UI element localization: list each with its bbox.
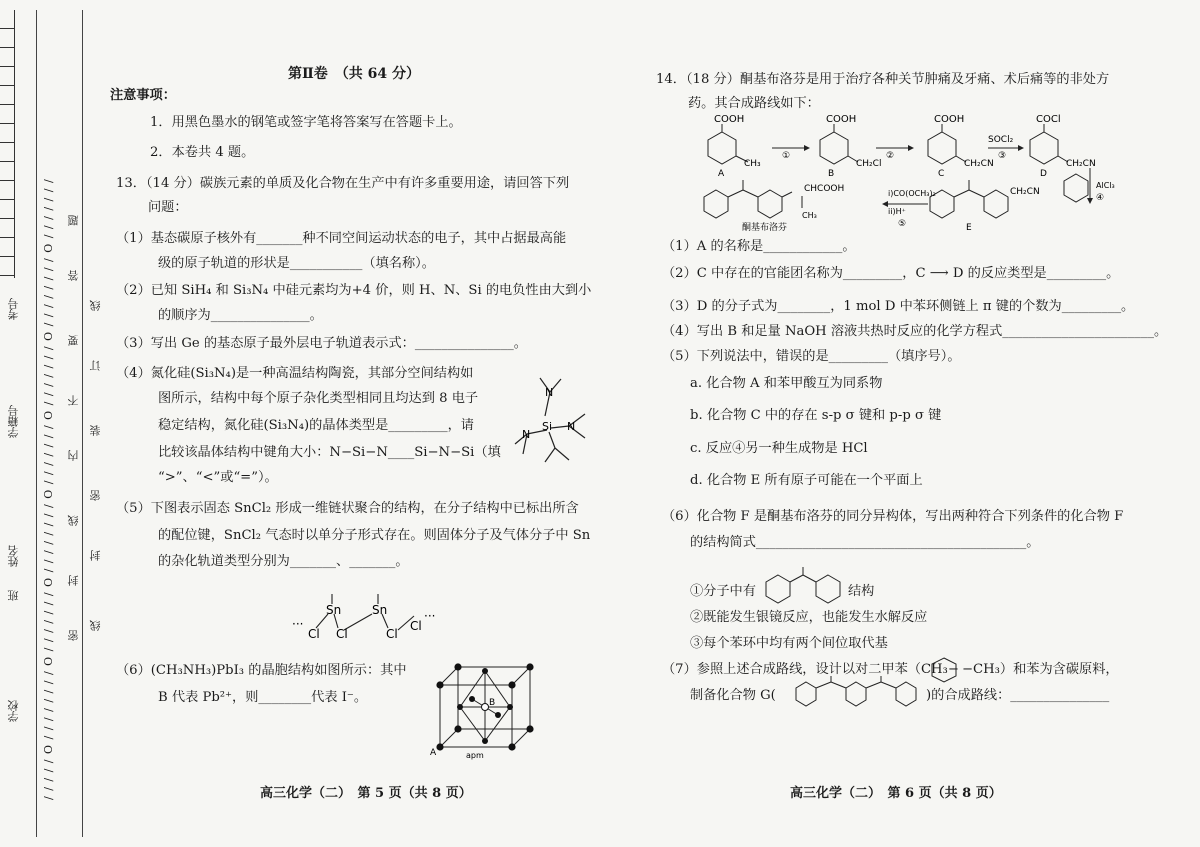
- q14-condition: 结构: [848, 584, 875, 599]
- left-page: [110, 0, 610, 847]
- scheme-group: CH₂CN: [964, 159, 994, 169]
- q13-part4: “>”、“<”或“=”）。: [158, 470, 278, 485]
- reagent: i)CO(OCH₃)₂: [888, 189, 936, 198]
- atom-label: Sn: [326, 603, 342, 617]
- atom-label: Cl: [336, 627, 348, 641]
- scheme-group: CHCOOH: [804, 184, 845, 194]
- scheme-group: COOH: [714, 114, 745, 125]
- atom-label: Cl: [410, 619, 422, 633]
- page-footer: 高三化学（二） 第 5 页（共 8 页）: [260, 786, 472, 801]
- q13-part3: （3）写出 Ge 的基态原子最外层电子轨道表示式：_______________。: [116, 336, 527, 351]
- seal-dash-column: / / / / / O / / / / / / / / O / / / / / / / O / / / / / / / / O / / / / / / / O / / / / / / / O / / / / / / / / O / / / / / / /: [42, 178, 55, 800]
- rule-char: 封: [89, 550, 102, 561]
- synthesis-scheme: [692, 110, 1115, 235]
- reagent: ii)H⁺: [888, 207, 906, 216]
- seal-mark: 密: [67, 630, 80, 641]
- q13-part4: 比较该晶体结构中键角大小：N−Si−N____Si−N−Si（填: [158, 445, 501, 460]
- compound-label: B: [828, 169, 835, 179]
- q14-part4: （4）写出 B 和足量 NaOH 溶液共热时反应的化学方程式_______________________。: [662, 324, 1168, 339]
- q14-part7: 制备化合物 G(: [690, 688, 776, 703]
- q13-part1: 级的原子轨道的形状是___________（填名称）。: [158, 256, 435, 271]
- q13-part5: 的配位键，SnCl₂ 气态时以单分子形式存在。则固体分子及气体分子中 Sn: [158, 528, 591, 543]
- field-exam-no: 考号: [7, 298, 20, 320]
- q13-part4: （4）氮化硅(Si₃N₄)是一种高温结构陶瓷，其部分空间结构如: [116, 366, 474, 381]
- rule-char: 线: [89, 620, 102, 631]
- q14-option: a. 化合物 A 和苯甲酸互为同系物: [690, 376, 883, 391]
- scheme-group: CH₂Cl: [856, 159, 882, 169]
- seal-mark: 答: [67, 270, 80, 281]
- sncl2-chain-figure: [290, 590, 450, 645]
- q14-condition: ②既能发生银镜反应，也能发生水解反应: [690, 610, 928, 625]
- q14-part7: （7）参照上述合成路线，设计以对二甲苯（CH₃−: [662, 662, 959, 677]
- scheme-group: CH₂CN: [1066, 159, 1096, 169]
- q13-part6: B 代表 Pb²⁺，则________代表 I⁻。: [158, 690, 368, 705]
- si-n-structure-figure: [505, 372, 600, 467]
- q14-part6: （6）化合物 F 是酮基布洛芬的同分异构体，写出两种符合下列条件的化合物 F: [662, 509, 1124, 524]
- field-student-id: 学籍号: [7, 405, 20, 438]
- scheme-group: COOH: [934, 114, 965, 125]
- rule-char: 装: [89, 425, 102, 436]
- perovskite-cell-figure: [430, 655, 540, 760]
- seal-mark: 线: [67, 515, 80, 526]
- right-page: [652, 0, 1172, 847]
- rule-char: 线: [89, 300, 102, 311]
- step-number: ④: [1096, 193, 1105, 203]
- cell-label: A: [430, 748, 437, 758]
- atom-label: Cl: [308, 627, 320, 641]
- q14-condition: ①分子中有: [690, 584, 756, 599]
- q14-part7: −CH₃）和苯为含碳原料，: [962, 662, 1119, 677]
- cell-label: apm: [466, 751, 484, 760]
- seal-mark: 内: [67, 450, 80, 461]
- q14-condition: ③每个苯环中均有两个间位取代基: [690, 636, 888, 651]
- scheme-group: COCl: [1036, 114, 1061, 125]
- seal-mark: 要: [67, 335, 80, 346]
- q14-option: c. 反应④另一种生成物是 HCl: [690, 441, 868, 456]
- reagent: AlCl₃: [1096, 181, 1115, 190]
- q13-part4: 稳定结构，氮化硅(Si₃N₄)的晶体类型是_________，请: [158, 418, 474, 433]
- q13-part5: （5）下图表示固态 SnCl₂ 形成一维链状聚合的结构，在分子结构中已标出所含: [116, 501, 579, 516]
- atom-label: N: [545, 386, 554, 399]
- compound-g-structure: [792, 676, 922, 710]
- compound-label: C: [938, 169, 945, 179]
- q13-stem: 问题：: [148, 200, 188, 215]
- page-footer: 高三化学（二） 第 6 页（共 8 页）: [790, 786, 1002, 801]
- notice-item: 2．本卷共 4 题。: [150, 145, 255, 160]
- compound-label: E: [966, 223, 972, 233]
- step-number: ⑤: [898, 219, 907, 229]
- xylene-ring: [928, 656, 960, 682]
- q13-part1: （1）基态碳原子核外有_______种不同空间运动状态的电子，其中占据最高能: [116, 231, 567, 246]
- q13-part2: （2）已知 SiH₄ 和 Si₃N₄ 中硅元素均为+4 价，则 H、N、Si 的电负性由大到小: [116, 283, 592, 298]
- reagent: SOCl₂: [988, 135, 1014, 145]
- q14-part7: )的合成路线：_______________: [926, 688, 1110, 703]
- q14-option: b. 化合物 C 中的存在 s-p σ 键和 p-p σ 键: [690, 408, 942, 423]
- q13-part6: （6）(CH₃NH₃)PbI₃ 的晶胞结构如图所示：其中: [116, 663, 407, 678]
- field-name: 姓名: [7, 545, 20, 567]
- binding-line-inner: [36, 10, 37, 837]
- q14-part2: （2）C 中存在的官能团名称为_________，C ⟶ D 的反应类型是_________。: [662, 266, 1120, 281]
- q13-stem: 13．（14 分）碳族元素的单质及化合物在生产中有许多重要用途，请回答下列: [116, 176, 570, 191]
- binding-margin: [0, 0, 102, 847]
- atom-label: Si: [542, 420, 553, 433]
- section-heading: 第Ⅱ卷 （共 64 分）: [288, 66, 421, 82]
- seal-mark: 题: [67, 215, 80, 226]
- q14-stem: 药。其合成路线如下：: [688, 96, 820, 111]
- q14-part1: （1）A 的名称是____________。: [662, 239, 856, 254]
- compound-label: D: [1040, 169, 1047, 179]
- atom-label: N: [567, 420, 576, 433]
- notice-item: 1．用黑色墨水的钢笔或签字笔将答案写在答题卡上。: [150, 115, 462, 130]
- scheme-group: CH₂CN: [1010, 187, 1040, 197]
- step-number: ①: [782, 151, 791, 161]
- q14-stem: 14．（18 分）酮基布洛芬是用于治疗各种关节肿痛及牙痛、术后痛等的非处方: [656, 72, 1110, 87]
- compound-label: A: [718, 169, 725, 179]
- step-number: ②: [886, 151, 895, 161]
- product-label: 酮基布洛芬: [742, 223, 788, 233]
- svg-text:···: ···: [424, 609, 436, 623]
- svg-text:···: ···: [292, 617, 304, 631]
- q13-part4: 图所示，结构中每个原子杂化类型相同且均达到 8 电子: [158, 391, 479, 406]
- atom-label: Cl: [386, 627, 398, 641]
- scheme-group: CH₃: [802, 211, 817, 220]
- q14-part6: 的结构简式_________________________________________。: [690, 535, 1040, 550]
- benzophenone-structure: [760, 565, 846, 605]
- seal-mark: 不: [67, 395, 80, 406]
- notice-title: 注意事项：: [110, 88, 176, 103]
- q14-part3: （3）D 的分子式为________，1 mol D 中苯环侧链上 π 键的个数为_________。: [662, 299, 1135, 314]
- atom-label: N: [522, 428, 531, 441]
- binding-line-outer: [82, 10, 83, 837]
- answer-grid: [0, 10, 15, 278]
- q13-part5: 的杂化轨道类型分别为_______、_______。: [158, 554, 409, 569]
- rule-char: 密: [89, 490, 102, 501]
- rule-char: 订: [89, 360, 102, 371]
- cell-label: B: [489, 698, 496, 708]
- atom-label: Sn: [372, 603, 388, 617]
- step-number: ③: [998, 151, 1007, 161]
- field-school: 学校: [7, 700, 20, 722]
- field-class: 班: [7, 590, 20, 601]
- q14-option: d. 化合物 E 所有原子可能在一个平面上: [690, 473, 923, 488]
- scheme-group: CH₃: [744, 159, 761, 169]
- scheme-group: COOH: [826, 114, 857, 125]
- q14-part5: （5）下列说法中，错误的是_________（填序号）。: [662, 349, 961, 364]
- seal-mark: 封: [67, 575, 80, 586]
- q13-part2: 的顺序为_______________。: [158, 308, 323, 323]
